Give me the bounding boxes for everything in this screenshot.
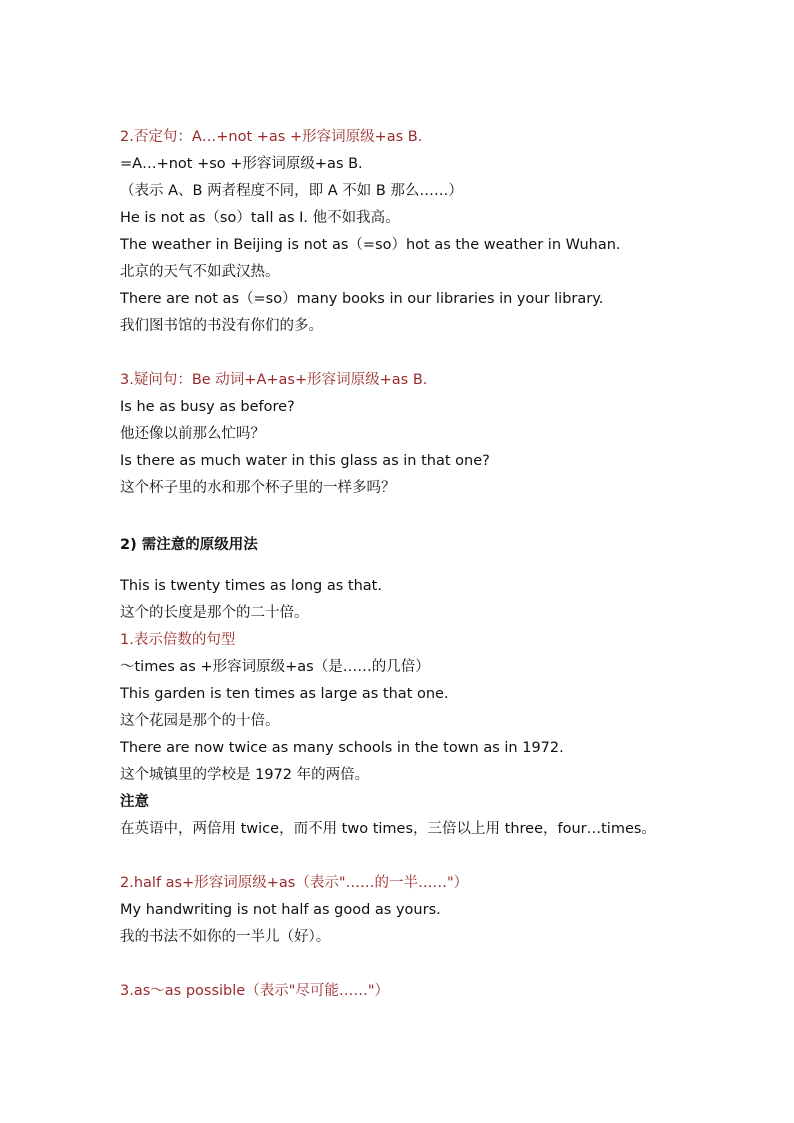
section-3-line: 这个杯子里的水和那个杯子里的一样多吗？ [120, 480, 396, 496]
section-3-line: Is he as busy as before? [120, 399, 295, 415]
subsection-1-line: There are now twice as many schools in the town as in 1972. [120, 740, 564, 756]
note-text: 在英语中，两倍用 twice，而不用 two times，三倍以上用 three，four…times。 [120, 821, 656, 837]
subsection-1-line: ～times as +形容词原级+as（是……的几倍） [120, 659, 430, 675]
part-b-heading: 2) 需注意的原级用法 [120, 537, 258, 553]
spacer [120, 340, 720, 367]
spacer [120, 502, 720, 532]
part-b-intro-line: 这个的长度是那个的二十倍。 [120, 605, 309, 621]
subsection-1-line: 这个城镇里的学校是 1972 年的两倍。 [120, 767, 370, 783]
spacer [120, 951, 720, 978]
section-2-line: There are not as（=so）many books in our libraries in your library. [120, 291, 604, 307]
subsection-1-heading: 1.表示倍数的句型 [120, 632, 236, 648]
section-3-line: 他还像以前那么忙吗？ [120, 426, 265, 442]
subsection-1-line: 这个花园是那个的十倍。 [120, 713, 280, 729]
subsection-3-heading: 3.as～as possible（表示"尽可能……"） [120, 983, 390, 999]
section-2-line: He is not as（so）tall as I. 他不如我高。 [120, 210, 400, 226]
section-3-line: Is there as much water in this glass as in that one? [120, 453, 490, 469]
section-2-line: （表示 A、B 两者程度不同，即 A 不如 B 那么……） [120, 183, 463, 199]
document-page [120, 124, 720, 1005]
section-3-heading: 3.疑问句：Be 动词+A+as+形容词原级+as B. [120, 372, 428, 388]
part-b-intro-line: This is twenty times as long as that. [120, 578, 382, 594]
subsection-2-heading: 2.half as+形容词原级+as（表示"……的一半……"） [120, 875, 469, 891]
subsection-2-line: 我的书法不如你的一半儿（好）。 [120, 929, 331, 945]
subsection-1-line: This garden is ten times as large as that one. [120, 686, 449, 702]
section-2-line: 我们图书馆的书没有你们的多。 [120, 318, 323, 334]
note-label: 注意 [120, 794, 149, 810]
spacer [120, 559, 720, 573]
section-2-heading: 2.否定句：A…+not +as +形容词原级+as B. [120, 129, 423, 145]
section-2-line: The weather in Beijing is not as（=so）hot as the weather in Wuhan. [120, 237, 621, 253]
subsection-2-line: My handwriting is not half as good as yours. [120, 902, 441, 918]
section-2-line: =A…+not +so +形容词原级+as B. [120, 156, 363, 172]
spacer [120, 843, 720, 870]
section-2-line: 北京的天气不如武汉热。 [120, 264, 280, 280]
